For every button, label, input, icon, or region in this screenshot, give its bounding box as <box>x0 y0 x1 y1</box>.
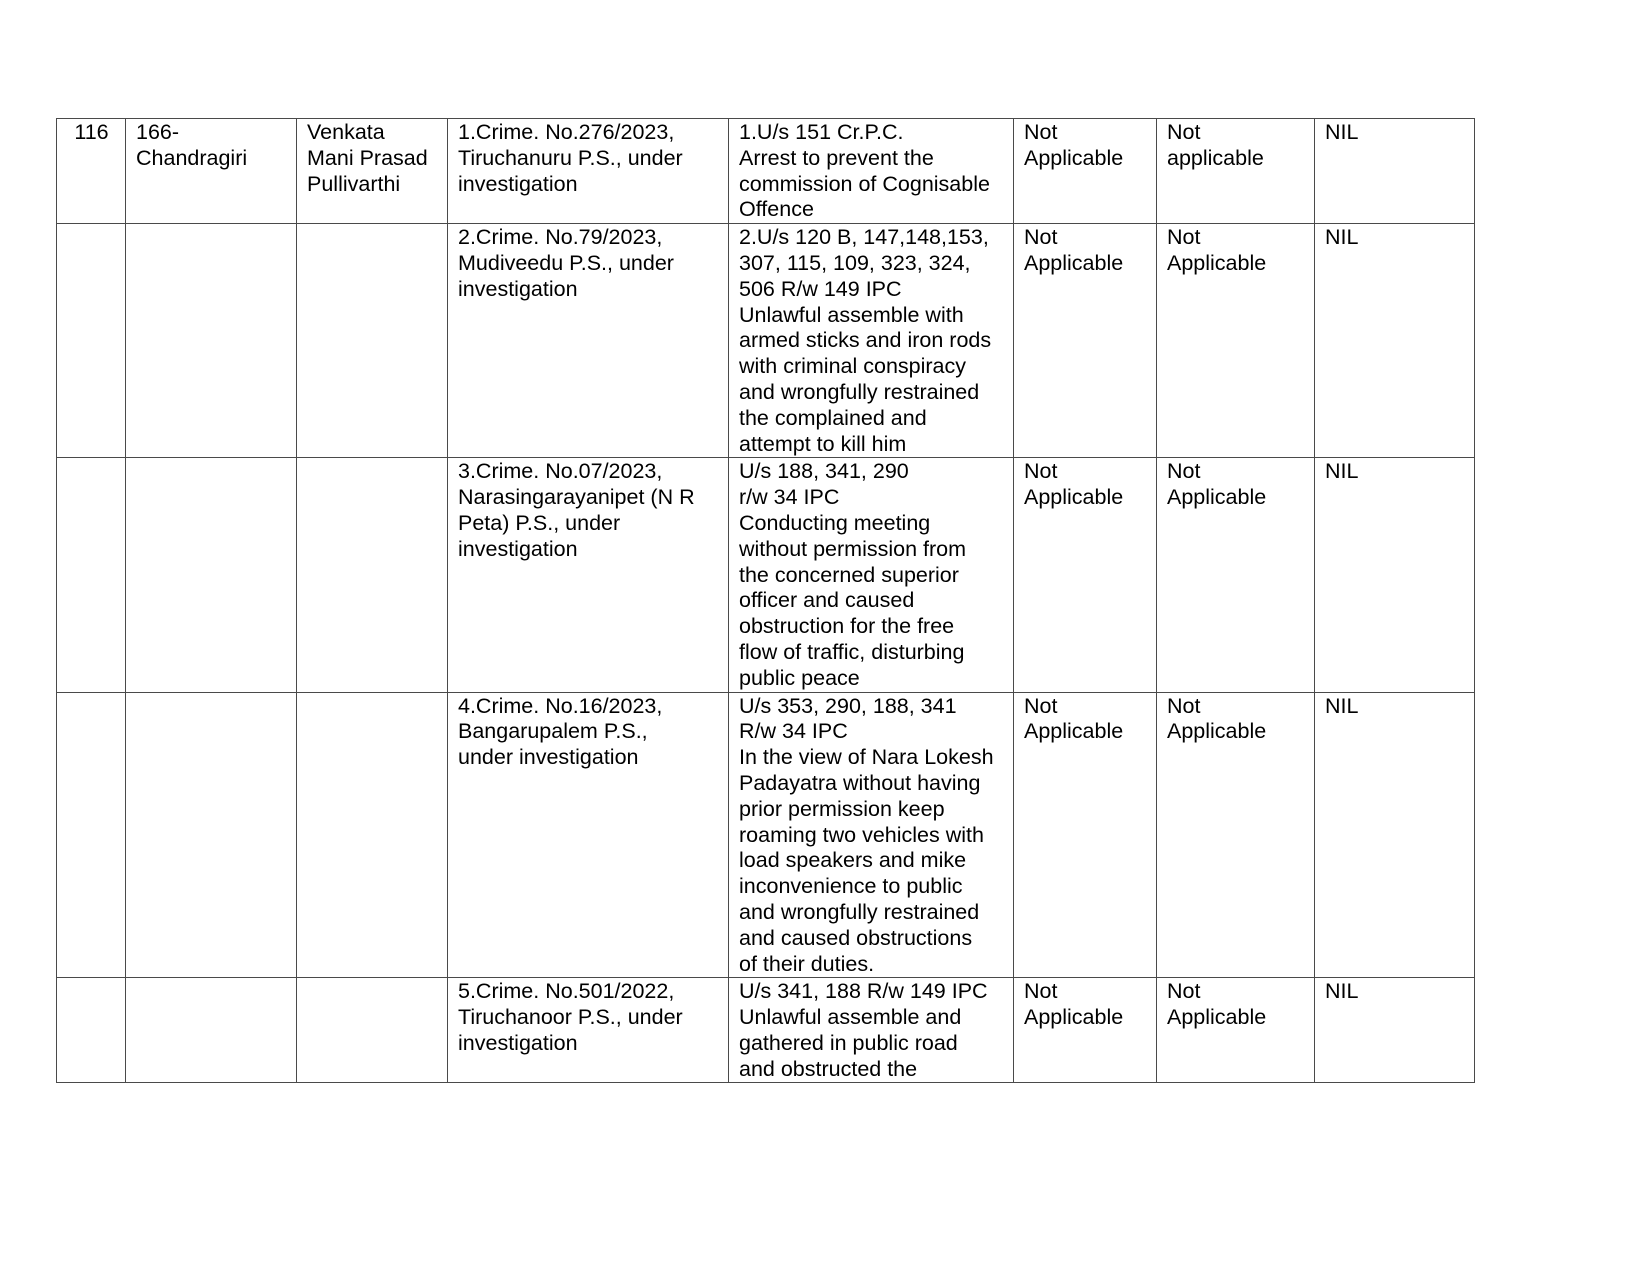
candidate-name-cell: Venkata Mani Prasad Pullivarthi <box>297 119 448 224</box>
applicability-cell: Not Applicable <box>1014 692 1157 978</box>
case-details-cell: 3.Crime. No.07/2023, Narasingarayanipet (N R Peta) P.S., under investigation <box>448 458 729 692</box>
empty-cell <box>57 458 126 692</box>
table-row <box>57 119 1475 224</box>
empty-cell <box>57 978 126 1083</box>
applicability-cell-2: Not Applicable <box>1157 224 1315 458</box>
applicability-cell-2: Not Applicable <box>1157 692 1315 978</box>
remarks-cell: NIL <box>1315 978 1475 1083</box>
remarks-cell: NIL <box>1315 119 1475 224</box>
empty-cell <box>297 224 448 458</box>
empty-cell <box>126 458 297 692</box>
table-row <box>57 692 1475 978</box>
remarks-cell: NIL <box>1315 458 1475 692</box>
case-details-cell: 4.Crime. No.16/2023, Bangarupalem P.S., under investigation <box>448 692 729 978</box>
sections-cell: 1.U/s 151 Cr.P.C. Arrest to prevent the commission of Cognisable Offence <box>729 119 1014 224</box>
table-row <box>57 978 1475 1083</box>
case-details-cell: 5.Crime. No.501/2022, Tiruchanoor P.S., under investigation <box>448 978 729 1083</box>
sections-cell: U/s 188, 341, 290 r/w 34 IPC Conducting meeting without permission from the concerned superior officer and caused obstruction for the free flow of traffic, disturbing public peace <box>729 458 1014 692</box>
applicability-cell: Not Applicable <box>1014 458 1157 692</box>
case-details-cell: 1.Crime. No.276/2023, Tiruchanuru P.S., under investigation <box>448 119 729 224</box>
applicability-cell: Not Applicable <box>1014 978 1157 1083</box>
applicability-cell-2: Not Applicable <box>1157 978 1315 1083</box>
applicability-cell: Not Applicable <box>1014 119 1157 224</box>
sections-cell: U/s 353, 290, 188, 341 R/w 34 IPC In the view of Nara Lokesh Padayatra without having prior permission keep roaming two vehicles with load speakers and mike inconvenience to public and wrongfully restrained and caused obstructions of their duties. <box>729 692 1014 978</box>
remarks-cell: NIL <box>1315 692 1475 978</box>
case-details-cell: 2.Crime. No.79/2023, Mudiveedu P.S., under investigation <box>448 224 729 458</box>
empty-cell <box>57 224 126 458</box>
criminal-cases-table <box>56 118 1475 1083</box>
sections-cell: U/s 341, 188 R/w 149 IPC Unlawful assemble and gathered in public road and obstructed the <box>729 978 1014 1083</box>
table-row <box>57 224 1475 458</box>
sections-cell: 2.U/s 120 B, 147,148,153, 307, 115, 109, 323, 324, 506 R/w 149 IPC Unlawful assemble with armed sticks and iron rods with criminal conspiracy and wrongfully restrained the complained and attempt to kill him <box>729 224 1014 458</box>
empty-cell <box>297 692 448 978</box>
empty-cell <box>297 978 448 1083</box>
applicability-cell-2: Not Applicable <box>1157 458 1315 692</box>
applicability-cell: Not Applicable <box>1014 224 1157 458</box>
table-row <box>57 458 1475 692</box>
applicability-cell-2: Not applicable <box>1157 119 1315 224</box>
empty-cell <box>297 458 448 692</box>
empty-cell <box>57 692 126 978</box>
remarks-cell: NIL <box>1315 224 1475 458</box>
constituency-cell: 166- Chandragiri <box>126 119 297 224</box>
empty-cell <box>126 224 297 458</box>
empty-cell <box>126 692 297 978</box>
serial-number-cell: 116 <box>57 119 126 224</box>
empty-cell <box>126 978 297 1083</box>
